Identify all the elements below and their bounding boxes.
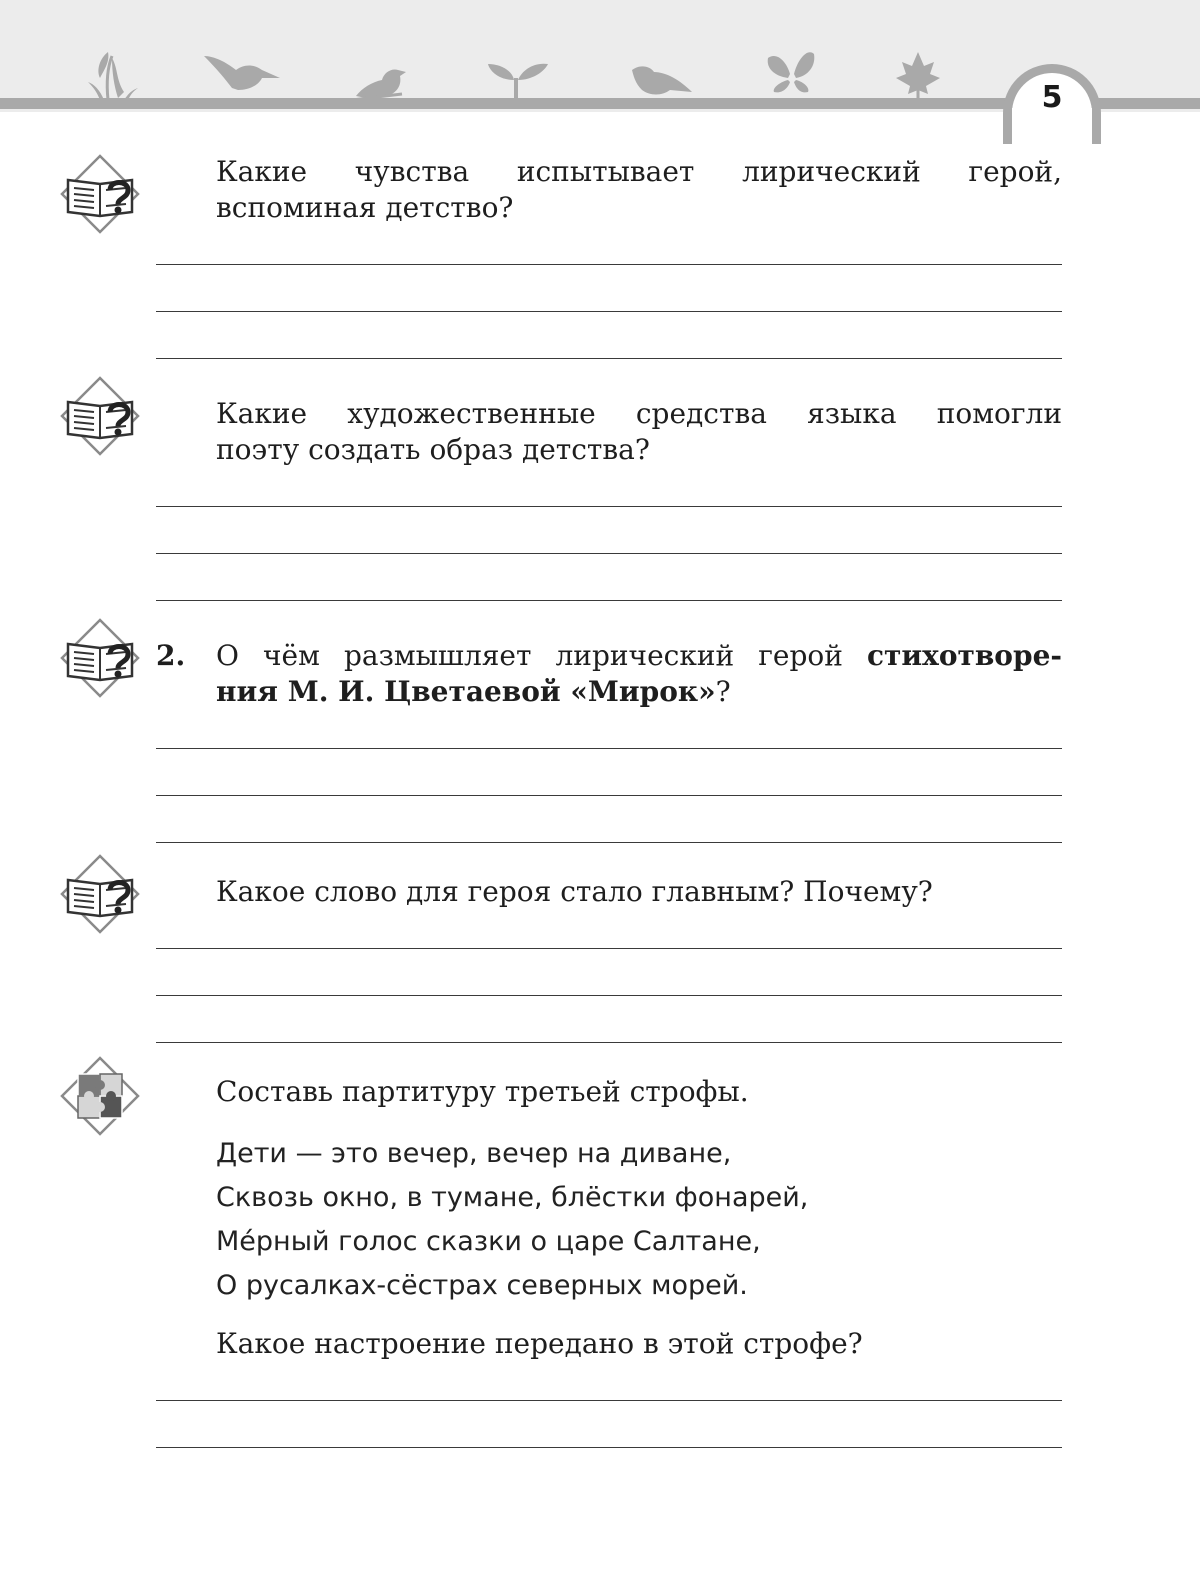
answer-line[interactable]: [156, 948, 1062, 949]
answer-line[interactable]: [156, 600, 1062, 601]
sprout-icon: [488, 64, 548, 100]
puzzle-icon: [60, 1056, 140, 1136]
answer-line[interactable]: [156, 1447, 1062, 1448]
question-1-line-1: Какие чувства испытывает лирический герой,: [216, 155, 1062, 188]
question-3-line-2: ния М. И. Цветаевой «Мирок»?: [216, 675, 731, 708]
poem-line: Сквозь окно, в тумане, блёстки фонарей,: [216, 1182, 809, 1213]
book-question-icon: [60, 854, 140, 934]
answer-line[interactable]: [156, 506, 1062, 507]
header-silhouettes: [0, 0, 1000, 110]
task-number: 2.: [156, 639, 186, 672]
task-question: Какое настроение передано в этой строфе?: [216, 1327, 863, 1360]
answer-line[interactable]: [156, 748, 1062, 749]
page-number: 5: [1041, 80, 1063, 115]
answer-line[interactable]: [156, 358, 1062, 359]
poem-line: Дети — это вечер, вечер на диване,: [216, 1138, 732, 1169]
answer-line[interactable]: [156, 795, 1062, 796]
question-2-line-2: поэту создать образ детства?: [216, 433, 650, 466]
poem-stanza: [216, 1132, 808, 1308]
butterfly-icon: [768, 52, 815, 92]
answer-line[interactable]: [156, 842, 1062, 843]
question-3-line-1: О чём размышляет лирический герой стихотворе-: [216, 639, 1062, 672]
bird-on-twig-icon: [352, 69, 406, 100]
maple-leaf-icon: [896, 52, 940, 100]
book-question-icon: [60, 154, 140, 234]
answer-line[interactable]: [156, 995, 1062, 996]
answer-line[interactable]: [156, 311, 1062, 312]
question-2-line-1: Какие художественные средства языка помогли: [216, 397, 1062, 430]
answer-line[interactable]: [156, 264, 1062, 265]
answer-line[interactable]: [156, 553, 1062, 554]
book-question-icon: [60, 376, 140, 456]
task-instruction: Составь партитуру третьей строфы.: [216, 1075, 749, 1108]
poem-line: Мéрный голос сказки о царе Салтане,: [216, 1226, 761, 1257]
question-4: Какое слово для героя стало главным? Почему?: [216, 875, 933, 908]
book-question-icon: [60, 618, 140, 698]
question-1-line-2: вспоминая детство?: [216, 191, 514, 224]
flying-bird-icon: [204, 56, 280, 90]
snowdrop-icon: [88, 52, 138, 100]
perched-bird-icon: [632, 66, 692, 94]
answer-line[interactable]: [156, 1400, 1062, 1401]
answer-line[interactable]: [156, 1042, 1062, 1043]
poem-line: О русалках-сёстрах северных морей.: [216, 1270, 748, 1301]
